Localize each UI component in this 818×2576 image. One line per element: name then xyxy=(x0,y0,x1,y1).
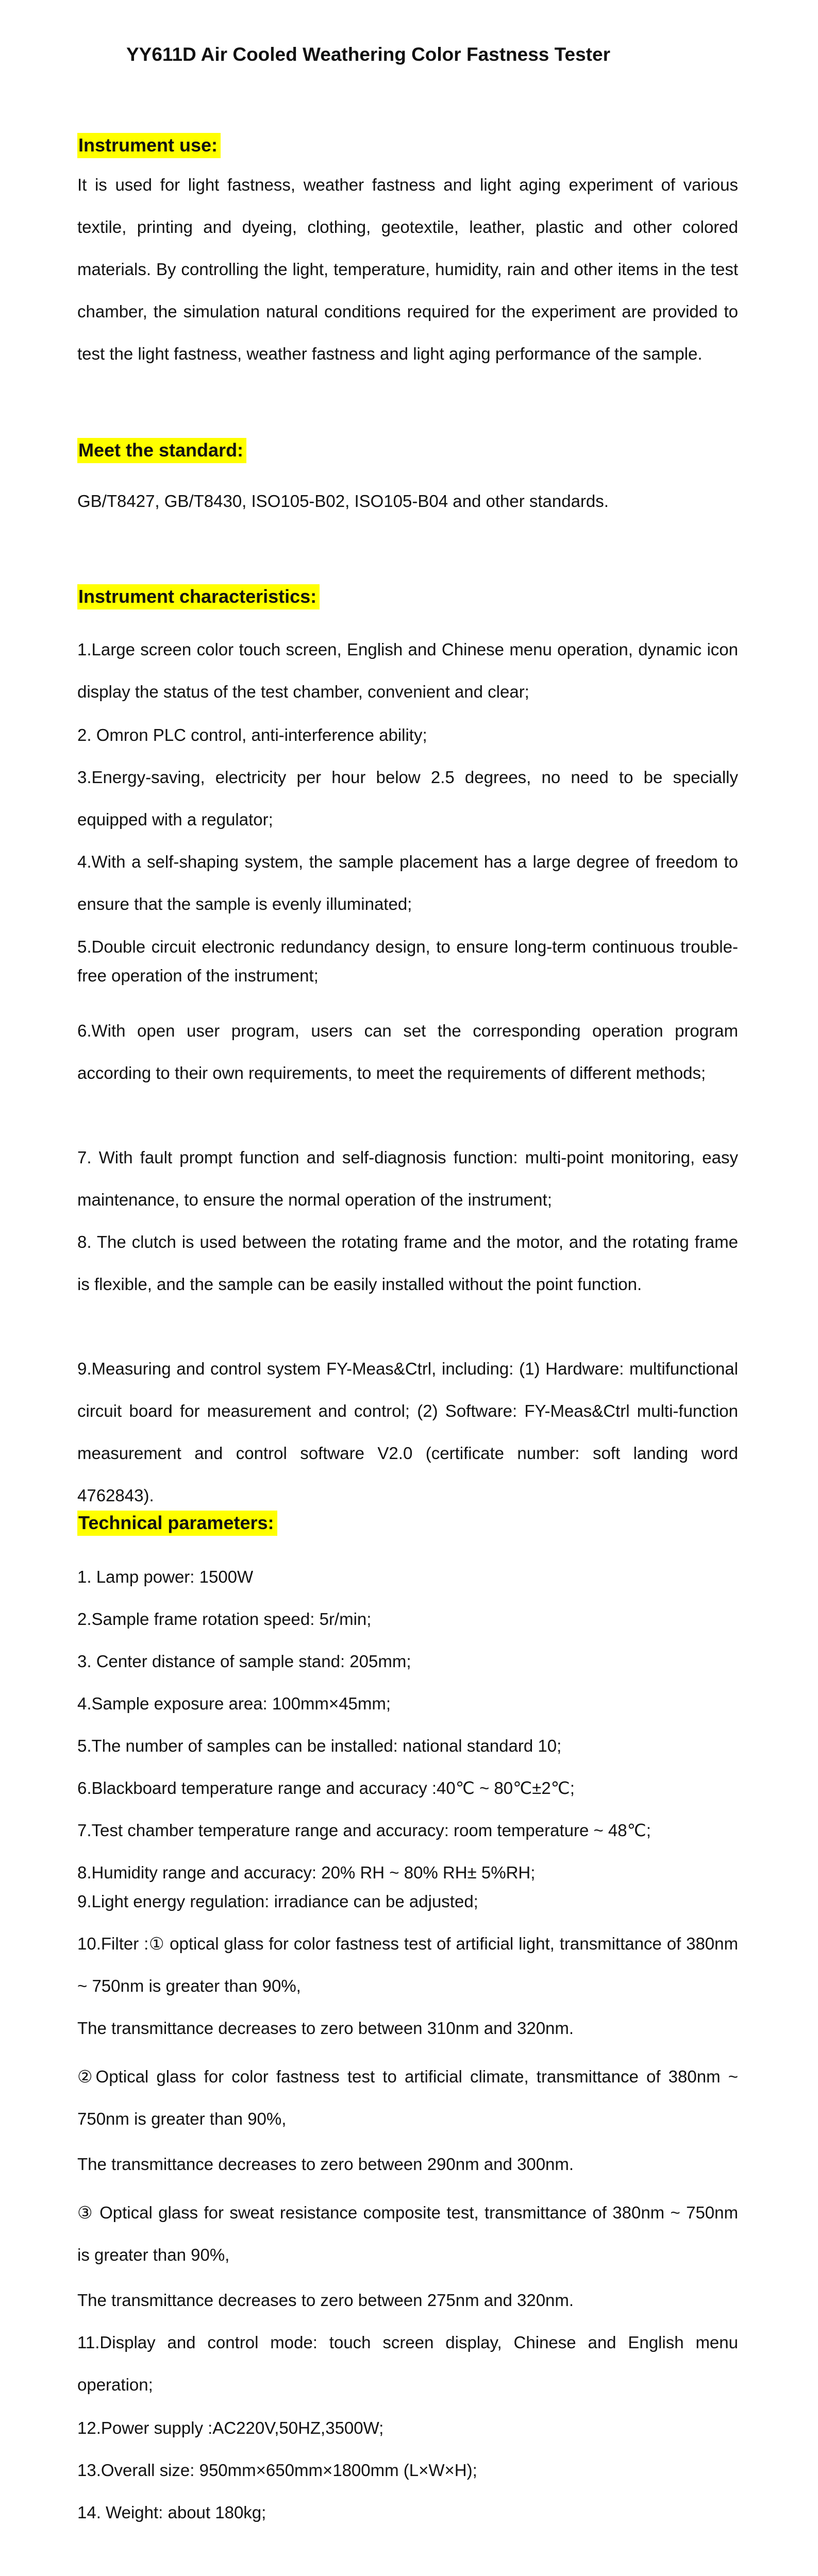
technical-item: 2.Sample frame rotation speed: 5r/min; xyxy=(77,1609,372,1629)
technical-item: The transmittance decreases to zero between 310nm and 320nm. xyxy=(77,2019,574,2038)
characteristic-item: 5.Double circuit electronic redundancy design, to ensure long-term continuous trouble-free operation of the instrument; xyxy=(77,937,738,985)
technical-item: 4.Sample exposure area: 100mm×45mm; xyxy=(77,1694,391,1713)
technical-item: 3. Center distance of sample stand: 205mm; xyxy=(77,1652,411,1671)
instrument-use-text: It is used for light fastness, weather fastness and light aging experiment of various textile, printing and dyeing, clothing, geotextile, leather, plastic and other colored materials. By controlling the light, temperature, humidity, rain and other items in the test chamber, the simulation natural conditions required for the experiment are provided to test the light fastness, weather fastness and light aging performance of the sample. xyxy=(77,175,738,363)
technical-item: 5.The number of samples can be installed: national standard 10; xyxy=(77,1736,562,1755)
technical-item: 11.Display and control mode: touch screen display, Chinese and English menu operation; xyxy=(77,2333,738,2394)
technical-item: 14. Weight: about 180kg; xyxy=(77,2503,266,2522)
characteristic-item: 6.With open user program, users can set the corresponding operation program according to their own requirements, to meet the requirements of different methods; xyxy=(77,1021,738,1082)
characteristic-item: 3.Energy-saving, electricity per hour below 2.5 degrees, no need to be specially equipped with a regulator; xyxy=(77,768,738,829)
characteristic-item: 8. The clutch is used between the rotating frame and the motor, and the rotating frame is flexible, and the sample can be easily installed without the point function. xyxy=(77,1232,738,1294)
characteristics-heading: Instrument characteristics: xyxy=(77,584,320,609)
standard-heading: Meet the standard: xyxy=(77,438,246,463)
characteristic-item: 7. With fault prompt function and self-diagnosis function: multi-point monitoring, easy maintenance, to ensure the normal operation of the instrument; xyxy=(77,1148,738,1209)
technical-item: 9.Light energy regulation: irradiance can be adjusted; xyxy=(77,1892,478,1911)
technical-item: ②Optical glass for color fastness test to artificial climate, transmittance of 380nm ~ 750nm is greater than 90%, xyxy=(77,2067,738,2128)
technical-item: 12.Power supply :AC220V,50HZ,3500W; xyxy=(77,2418,384,2437)
instrument-use-heading: Instrument use: xyxy=(77,133,221,158)
characteristic-item: 9.Measuring and control system FY-Meas&Ctrl, including: (1) Hardware: multifunctional circuit board for measurement and control; (2) Software: FY-Meas&Ctrl multi-function measurement and control software V2.0 (certificate number: soft landing word 4762843). xyxy=(77,1359,738,1505)
characteristic-item: 2. Omron PLC control, anti-interference ability; xyxy=(77,725,427,744)
technical-item: 1. Lamp power: 1500W xyxy=(77,1567,254,1586)
technical-item: 10.Filter :① optical glass for color fastness test of artificial light, transmittance of 380nm ~ 750nm is greater than 90%, xyxy=(77,1934,738,1995)
page-title: YY611D Air Cooled Weathering Color Fastness Tester xyxy=(126,44,610,65)
characteristic-item: 4.With a self-shaping system, the sample placement has a large degree of freedom to ensure that the sample is evenly illuminated; xyxy=(77,852,738,913)
technical-item: 7.Test chamber temperature range and accuracy: room temperature ~ 48℃; xyxy=(77,1821,651,1840)
technical-item: 8.Humidity range and accuracy: 20% RH ~ 80% RH± 5%RH; xyxy=(77,1863,536,1882)
technical-item: 6.Blackboard temperature range and accuracy :40℃ ~ 80℃±2℃; xyxy=(77,1778,575,1798)
technical-item: The transmittance decreases to zero between 275nm and 320nm. xyxy=(77,2291,574,2310)
technical-heading: Technical parameters: xyxy=(77,1511,277,1536)
standard-text: GB/T8427, GB/T8430, ISO105-B02, ISO105-B04 and other standards. xyxy=(77,492,609,511)
technical-item: ③ Optical glass for sweat resistance composite test, transmittance of 380nm ~ 750nm is greater than 90%, xyxy=(77,2203,738,2264)
technical-item: 13.Overall size: 950mm×650mm×1800mm (L×W×H); xyxy=(77,2461,477,2480)
characteristic-item: 1.Large screen color touch screen, English and Chinese menu operation, dynamic icon display the status of the test chamber, convenient and clear; xyxy=(77,640,738,701)
technical-item: The transmittance decreases to zero between 290nm and 300nm. xyxy=(77,2155,574,2174)
